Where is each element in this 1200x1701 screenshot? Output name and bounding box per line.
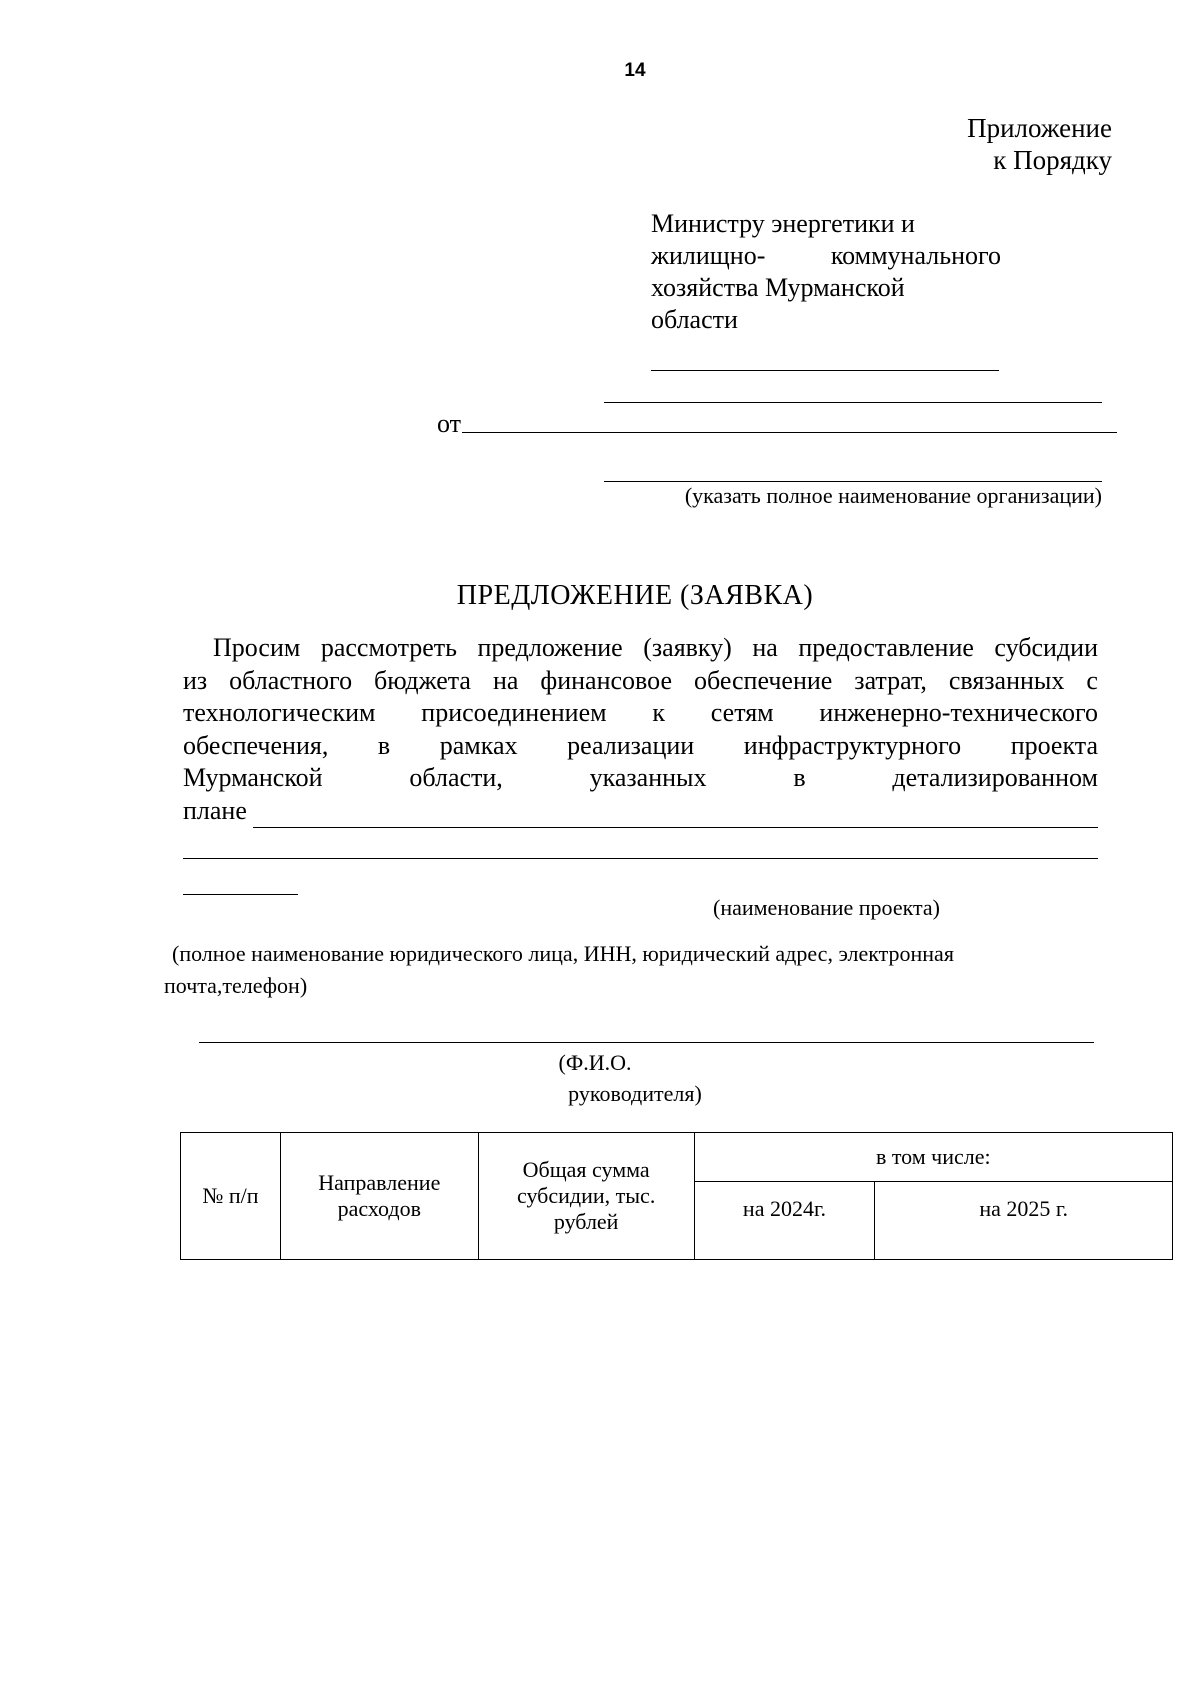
head-caption xyxy=(0,1047,1200,1109)
header-2025: на 2025 г. xyxy=(875,1182,1173,1260)
addressee-line-1: Министру энергетики и xyxy=(651,209,915,238)
head-caption-line-1: (Ф.И.О. xyxy=(558,1050,632,1075)
appendix-header xyxy=(967,112,1112,176)
legal-entity-caption xyxy=(164,938,954,1002)
expense-table xyxy=(180,1132,1173,1260)
head-name-line[interactable] xyxy=(199,1042,1094,1043)
document-title: ПРЕДЛОЖЕНИЕ (ЗАЯВКА) xyxy=(456,580,814,611)
header-2024: на 2024г. xyxy=(694,1182,875,1260)
addressee-line-4: области xyxy=(651,305,738,334)
addressee-line-2a: жилищно- xyxy=(651,241,766,270)
legal-entity-caption-line-1: (полное наименование юридического лица, ИНН, юридический адрес, электронная xyxy=(172,941,954,966)
addressee-name-line[interactable] xyxy=(651,370,999,371)
page-number: 14 xyxy=(624,60,646,81)
header-total: Общая сумма субсидии, тыс. рублей xyxy=(478,1133,694,1260)
addressee-line-3: хозяйства Мурманской xyxy=(651,273,905,302)
addressee-line-2b: коммунального xyxy=(830,241,1001,270)
addressee-line-2 xyxy=(651,240,1001,272)
body-line-1: Просим рассмотреть предложение (заявку) на предоставление субсидии xyxy=(213,633,1098,662)
addressee-block xyxy=(651,208,1001,336)
from-field-line[interactable] xyxy=(462,432,1117,433)
project-name-caption: (наименование проекта) xyxy=(713,895,940,920)
head-caption-line-2: руководителя) xyxy=(568,1081,702,1106)
sender-line-1[interactable] xyxy=(604,402,1102,403)
body-line-5: Мурманской области, указанных в детализированном xyxy=(183,763,1098,792)
project-name-line-1[interactable] xyxy=(253,827,1098,828)
project-name-line-3[interactable] xyxy=(183,894,298,895)
header-group: в том числе: xyxy=(694,1133,1172,1182)
body-line-3: технологическим присоединением к сетям инженерно-технического xyxy=(183,698,1098,727)
from-label: от xyxy=(437,409,462,438)
body-line-2: из областного бюджета на финансовое обеспечение затрат, связанных с xyxy=(183,665,1098,695)
organization-caption: (указать полное наименование организации) xyxy=(684,483,1102,508)
body-line-6: плане xyxy=(183,795,247,825)
organization-line[interactable] xyxy=(604,481,1102,482)
request-body xyxy=(183,632,1098,827)
header-number: № п/п xyxy=(181,1133,281,1260)
appendix-line-2: к Порядку xyxy=(993,145,1112,175)
body-line-4: обеспечения, в рамках реализации инфраструктурного проекта xyxy=(183,730,1098,760)
project-name-line-2[interactable] xyxy=(183,858,1098,859)
legal-entity-caption-line-2: почта,телефон) xyxy=(164,973,308,998)
appendix-line-1: Приложение xyxy=(967,113,1112,143)
header-direction: Направление расходов xyxy=(280,1133,478,1260)
